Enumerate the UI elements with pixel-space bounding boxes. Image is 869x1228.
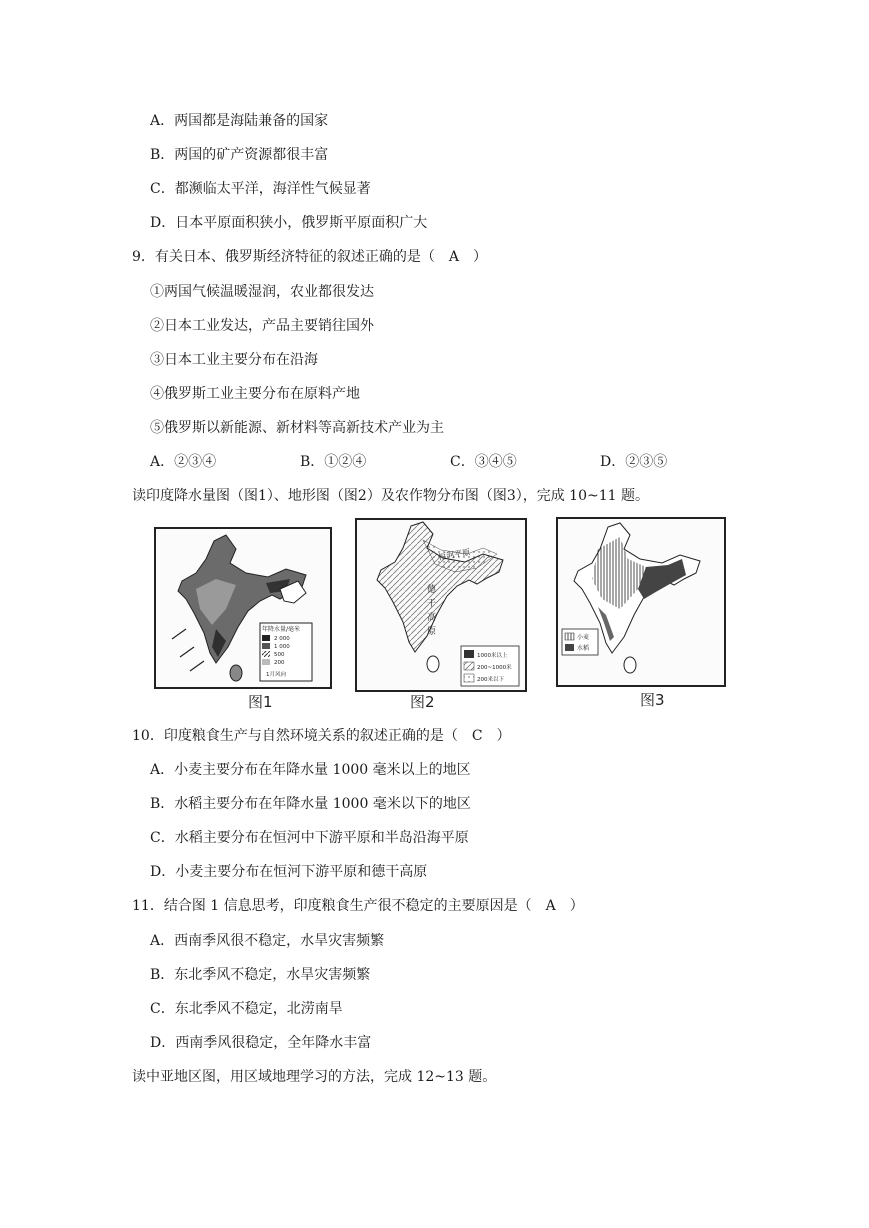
q8-option-a: A．两国都是海陆兼备的国家	[150, 113, 329, 129]
figure-2-svg	[357, 520, 525, 690]
figure-2-terrain-map	[355, 518, 527, 692]
legend-swatch-2	[262, 643, 270, 649]
legend-wheat-label: 小麦	[577, 634, 590, 641]
legend-value-1: 2 000	[274, 636, 290, 642]
legend-swatch-4	[262, 659, 270, 665]
label-ganges-plain: 恒河平原	[437, 547, 471, 562]
q8-option-d: D．日本平原面积狭小，俄罗斯平原面积广大	[150, 215, 428, 231]
figure-3-caption: 图3	[640, 691, 665, 709]
legend-wind-label: 1月风向	[266, 672, 286, 678]
label-deccan-4: 原	[427, 627, 437, 637]
legend-rice-label: 水稻	[577, 645, 590, 652]
legend-value-3: 500	[274, 652, 285, 658]
legend-swatch-wheat	[565, 633, 574, 640]
q8-option-b: B．两国的矿产资源都很丰富	[150, 147, 329, 163]
q10-option-c: C．水稻主要分布在恒河中下游平原和半岛沿海平原	[150, 830, 469, 846]
figure-1-svg	[156, 529, 330, 687]
figure-1-caption: 图1	[248, 693, 273, 711]
legend-swatch-rice	[565, 644, 574, 651]
q11-option-c: C．东北季风不稳定，北涝南旱	[150, 1001, 343, 1017]
india-outline	[377, 522, 503, 652]
q9-choice-a: A．②③④	[150, 454, 217, 470]
q9-statement-5: ⑤俄罗斯以新能源、新材料等高新技术产业为主	[150, 420, 444, 436]
q9-choice-b: B．①②④	[300, 454, 367, 470]
legend-low-label: 200米以下	[477, 677, 504, 683]
q9-statement-1: ①两国气候温暖湿润，农业都很发达	[150, 284, 374, 300]
fig1-legend-title: 年降水量/毫米	[262, 626, 301, 633]
q9-choices	[150, 452, 750, 472]
legend-value-4: 200	[274, 660, 285, 666]
monsoon-arrows	[172, 629, 204, 671]
q9-statement-4: ④俄罗斯工业主要分布在原料产地	[150, 386, 360, 402]
legend-swatch-1	[262, 635, 270, 641]
figure-2-caption: 图2	[410, 693, 435, 711]
q8-option-c: C．都濒临太平洋，海洋性气候显著	[150, 181, 371, 197]
q10-stem: 10．印度粮食生产与自然环境关系的叙述正确的是（ C ）	[132, 728, 511, 744]
q11-option-d: D．西南季风很稳定，全年降水丰富	[150, 1035, 372, 1051]
legend-high-label: 1000米以上	[477, 653, 508, 659]
q11-option-b: B．东北季风不稳定，水旱灾害频繁	[150, 967, 371, 983]
figure-3-crop-map	[556, 517, 726, 687]
sri-lanka	[230, 665, 242, 681]
q10-option-b: B．水稻主要分布在年降水量 1000 毫米以下的地区	[150, 796, 471, 812]
legend-swatch-low	[464, 674, 474, 682]
figure-1-precipitation-map	[154, 527, 332, 689]
label-deccan-2: 干	[427, 599, 437, 609]
sri-lanka	[624, 657, 636, 673]
legend-swatch-high	[464, 650, 474, 658]
q9-choice-d: D．②③⑤	[600, 454, 668, 470]
q9-choice-c: C．③④⑤	[450, 454, 517, 470]
q11-option-a: A．西南季风很不稳定，水旱灾害频繁	[150, 933, 385, 949]
figure-3-svg	[558, 519, 724, 685]
q10-option-d: D．小麦主要分布在恒河下游平原和德干高原	[150, 864, 428, 880]
q9-statement-2: ②日本工业发达，产品主要销往国外	[150, 318, 374, 334]
sri-lanka	[427, 656, 439, 672]
intro-12-13: 读中亚地区图，用区域地理学习的方法，完成 12~13 题。	[132, 1069, 497, 1085]
label-deccan-1: 德	[427, 585, 437, 595]
q10-option-a: A．小麦主要分布在年降水量 1000 毫米以上的地区	[150, 762, 471, 778]
legend-swatch-3	[262, 651, 270, 657]
intro-10-11: 读印度降水量图（图1）、地形图（图2）及农作物分布图（图3），完成 10~11 题。	[132, 488, 649, 504]
legend-value-2: 1 000	[274, 644, 290, 650]
q11-stem: 11．结合图 1 信息思考，印度粮食生产很不稳定的主要原因是（ A ）	[132, 898, 584, 914]
q9-statement-3: ③日本工业主要分布在沿海	[150, 352, 318, 368]
legend-mid-label: 200~1000米	[477, 665, 512, 671]
legend-swatch-mid	[464, 662, 474, 670]
label-deccan-3: 高	[427, 613, 437, 623]
q9-stem: 9．有关日本、俄罗斯经济特征的叙述正确的是（ A ）	[132, 249, 488, 265]
